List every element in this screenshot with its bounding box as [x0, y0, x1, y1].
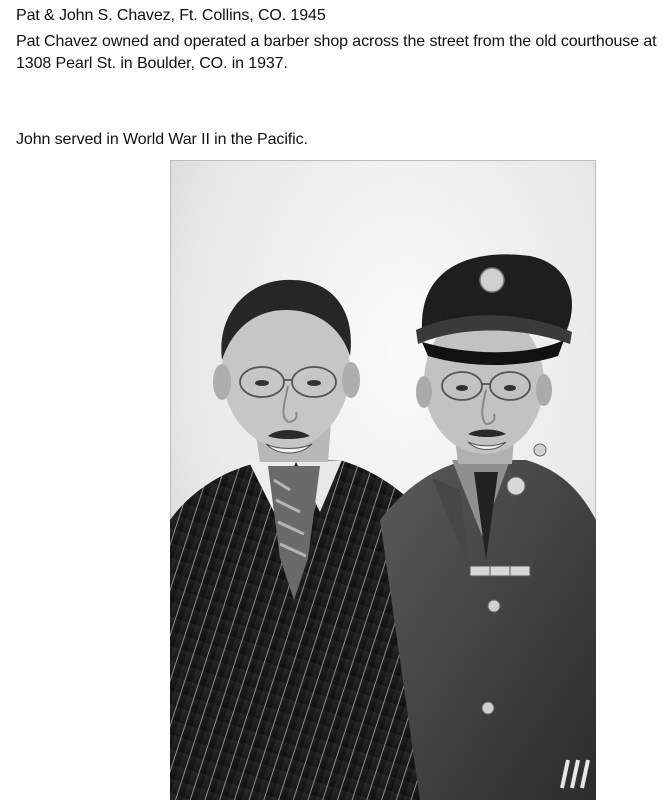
collar-insignia-icon	[507, 477, 525, 495]
ribbon-bar-icon	[470, 566, 530, 576]
caption-paragraph-barber-shop: Pat Chavez owned and operated a barber shop across the street from the old courthouse at 1308 Pearl St. in Boulder, CO. in 1937.	[16, 33, 657, 72]
cap-badge-icon	[480, 268, 504, 292]
portrait-photo	[170, 160, 596, 800]
document-title: Pat & John S. Chavez, Ft. Collins, CO. 1945	[16, 7, 326, 24]
caption-paragraph-wwii: John served in World War II in the Pacific.	[16, 131, 308, 148]
